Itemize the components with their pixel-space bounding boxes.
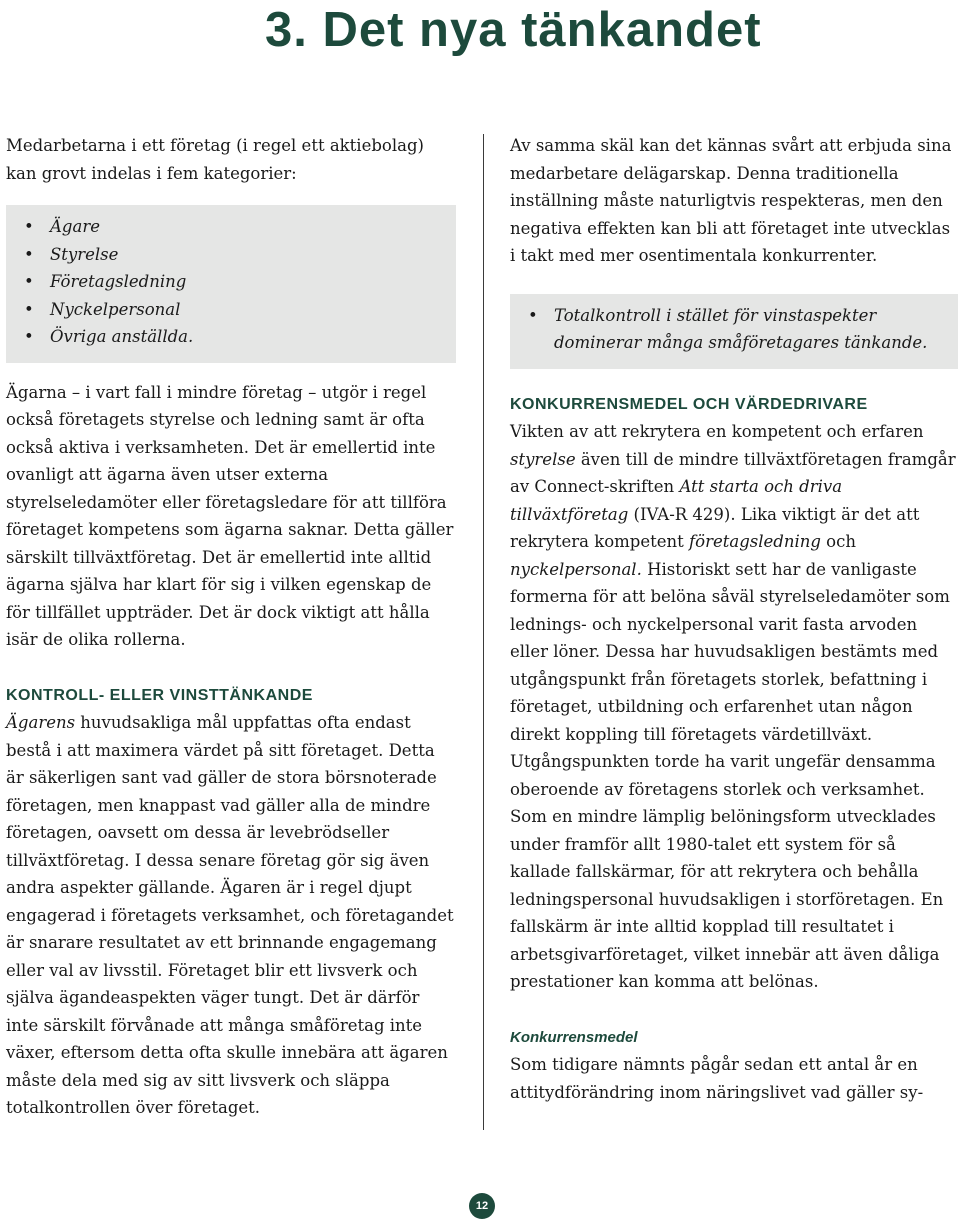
emphasis: Att starta och driva tillväxtföretag — [510, 477, 843, 524]
callout-list — [528, 302, 948, 357]
list-item: • Totalkontroll i stället för vinstaspekter dominerar många småföretagares tänkande. — [528, 302, 948, 357]
text: huvudsakliga mål uppfattas ofta endast bestå i att maximera värdet på sitt företaget. Detta är säkerligen sant vad gäller de stora börsnoterade företagen, men knappast vad gäller alla de mindre företagen, oavsett om dessa är levebrödseller tillväxtföretag. I dessa senare företag gör sig även andra aspekter gällande. Ägaren är i regel djupt engagerad i företagets verksamhet, och företagandet är snarare resultatet av ett brinnande engagemang eller val av livsstil. Företaget blir ett livsverk och själva ägandeaspekten väger tungt. Det är därför inte särskilt förvånade att många småföretag inte växer, eftersom detta ofta skulle innebära att ägaren måste dela med sig av sitt livsverk och släppa totalkontrollen över företaget. — [6, 713, 454, 1117]
text: även till de mindre tillväxtföretagen framgår av Connect-skriften — [510, 449, 956, 496]
callout-box — [510, 294, 958, 369]
intro-paragraph: Medarbetarna i ett företag (i regel ett aktiebolag) kan grovt indelas i fem kategorier: — [6, 136, 424, 183]
list-item: • Nyckelpersonal — [24, 296, 446, 324]
text: och — [820, 532, 856, 551]
list-item: • Företagsledning — [24, 268, 446, 296]
emphasis: Ägarens — [6, 713, 76, 732]
emphasis: nyckelpersonal. — [510, 559, 642, 579]
categories-list — [24, 213, 446, 351]
list-item: • Styrelse — [24, 241, 446, 269]
text: Vikten av att rekrytera en kompetent och erfaren — [510, 422, 924, 441]
page-number: 12 — [475, 1200, 489, 1212]
list-item: • Ägare — [24, 213, 446, 241]
text: (IVA-R 429). Lika viktigt är det att rekrytera kompetent — [510, 504, 920, 551]
page-number-badge — [469, 1193, 495, 1219]
emphasis: företagsledning — [689, 532, 821, 551]
list-item: • Övriga anställda. — [24, 323, 446, 351]
emphasis: styrelse — [510, 449, 576, 469]
right-column — [510, 132, 958, 1106]
same-reason-paragraph: Av samma skäl kan det kännas svårt att erbjuda sina medarbetare delägarskap. Denna traditionella inställning måste naturligtvis respekteras, men den negativa effekten kan bli att företaget inte utvecklas i takt med mer osentimentala konkurrenter. — [510, 136, 952, 265]
categories-box — [6, 205, 456, 363]
section-heading-control: KONTROLL- ELLER VINSTTÄNKANDE — [6, 686, 313, 704]
left-column — [6, 132, 456, 1122]
column-divider — [483, 134, 484, 1130]
subheading-konkurrensmedel: Konkurrensmedel — [510, 1028, 638, 1046]
owners-paragraph: Ägarna – i vart fall i mindre företag – utgör i regel också företagets styrelse och ledning samt är ofta också aktiva i verksamheten. Det är emellertid inte ovanligt att ägarna även utser externa styrelseledamöter eller företagsledare för att tillföra företaget kompetens som ägarna saknar. Detta gäller särskilt tillväxtföretag. Det är emellertid inte alltid ägarna själva har klart för sig i vilken egenskap de för tillfället uppträder. Det är dock viktigt att hålla isär de olika rollerna. — [6, 382, 454, 649]
section-heading-competition: KONKURRENSMEDEL OCH VÄRDEDRIVARE — [510, 395, 868, 413]
page-title: 3. Det nya tänkandet — [265, 3, 762, 57]
recruitment-paragraph — [510, 418, 958, 996]
owner-goal-paragraph — [6, 709, 456, 1122]
text: Historiskt sett har de vanligaste formerna för att belöna såväl styrelseledamöter som lednings- och nyckelpersonal varit fasta arvoden eller löner. Dessa har huvudsakligen bestämts med utgångspunkt från företagets storlek, befattning i företaget, utbildning och erfarenhet utan någon direkt koppling till företagets värdetillväxt. Utgångspunkten torde ha varit ungefär densamma oberoende av företagens storlek och verksamhet. Som en mindre lämplig belöningsform utvecklades under framför allt 1980-talet ett system för så kallade fallskärmar, för att rekrytera och behålla ledningspersonal huvudsakligen i storföretagen. En fallskärm är inte alltid kopplad till resultatet i arbetsgivarföretaget, vilket innebär att även dåliga prestationer kan komma att belönas. — [510, 559, 950, 991]
attitude-paragraph: Som tidigare nämnts pågår sedan ett antal år en attitydförändring inom näringslivet vad gäller sy- — [510, 1055, 924, 1102]
